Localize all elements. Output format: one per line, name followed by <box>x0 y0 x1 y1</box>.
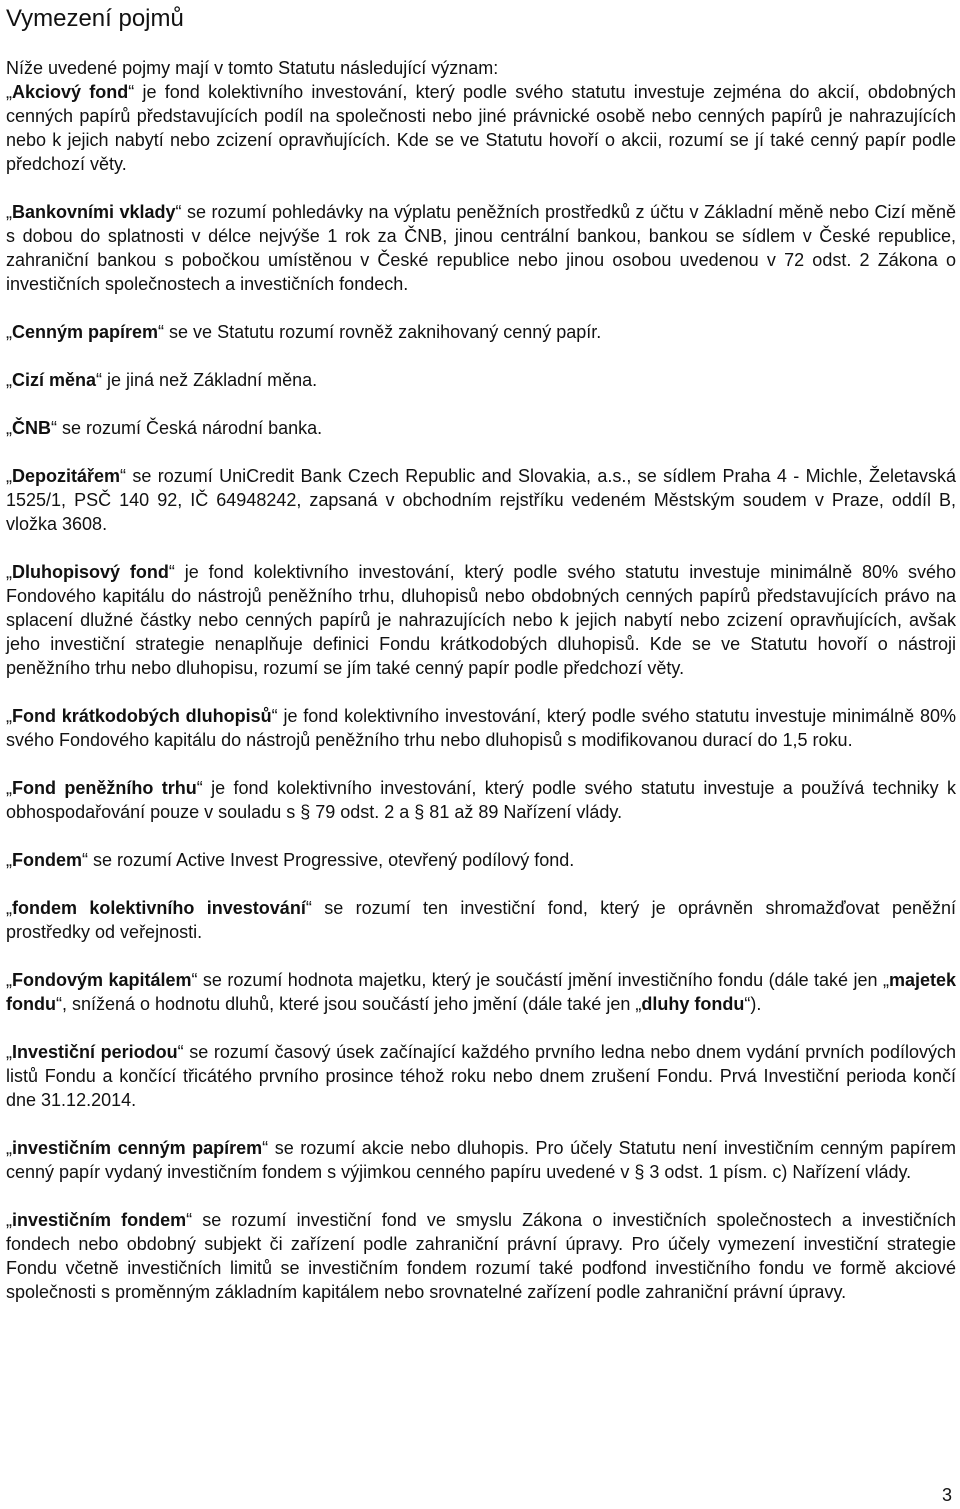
defined-term: Fond krátkodobých dluhopisů <box>12 706 272 726</box>
definition-paragraph <box>6 416 956 440</box>
definition-text: „ <box>6 898 12 918</box>
definition-paragraph <box>6 896 956 944</box>
defined-term: Investiční periodou <box>12 1042 178 1062</box>
definition-text: “ se rozumí pohledávky na výplatu peněžních prostředků z účtu v Základní měně nebo Cizí měně s dobou do splatnosti v délce nejvýše 1 rok za ČNB, jinou centrální bankou, bankou se sídlem v České republice, zahraniční bankou s pobočkou umístěnou v České republice nebo jinou osobou uvedenou v 72 odst. 2 Zákona o investičních společnostech a investičních fondech. <box>6 202 956 294</box>
defined-term: Depozitářem <box>12 466 121 486</box>
defined-term: dluhy fondu <box>641 994 745 1014</box>
definition-text: “ se rozumí UniCredit Bank Czech Republic and Slovakia, a.s., se sídlem Praha 4 - Michle, Želetavská 1525/1, PSČ 140 92, IČ 64948242, zapsaná v obchodním rejstříku vedeném Městským soudem v Praze, oddíl B, vložka 3608. <box>6 466 956 534</box>
definition-text: “, snížená o hodnotu dluhů, které jsou součástí jeho jmění (dále také jen „ <box>55 994 642 1014</box>
definition-text: „ <box>6 418 12 438</box>
definition-text: “ se rozumí investiční fond ve smyslu Zákona o investičních společnostech a investičních fondech nebo obdobný subjekt či zařízení podle zahraniční právní úpravy. Pro účely vymezení investiční strategie Fondu včetně investičních limitů se investičním fondem rozumí také podfond investičního fondu ve formě akciové společnosti s proměnným základním kapitálem nebo srovnatelné zařízení podle zahraniční právní úpravy. <box>6 1210 957 1302</box>
definition-text: „ <box>6 970 12 990</box>
defined-term: Fond peněžního trhu <box>12 778 197 798</box>
definition-paragraph <box>6 200 956 296</box>
document-page <box>6 0 956 1328</box>
definition-text: “ se rozumí hodnota majetku, který je součástí jmění investičního fondu (dále také jen „ <box>191 970 889 990</box>
defined-term: Cenným papírem <box>12 322 159 342</box>
page-number: 3 <box>941 1485 952 1505</box>
definition-text: „ <box>6 562 12 582</box>
definition-text: “ je fond kolektivního investování, který podle svého statutu investuje zejména do akcií, obdobných cenných papírů představujících podíl na společnosti nebo jiné právnické osobě nebo cenných papírů je nahrazujících nebo k jejich nabytí nebo zcizení opravňujících. Kde se ve Statutu hovoří o akcii, rozumí se jí také cenný papír podle předchozí věty. <box>6 82 956 174</box>
definition-paragraph <box>6 848 956 872</box>
defined-term: fondem kolektivního investování <box>12 898 306 918</box>
definition-paragraph <box>6 1208 956 1304</box>
definition-text: “ se rozumí ten investiční fond, který je oprávněn shromažďovat peněžní prostředky od veřejnosti. <box>6 898 956 942</box>
defined-term: Dluhopisový fond <box>12 562 169 582</box>
intro-text: Níže uvedené pojmy mají v tomto Statutu následující význam: <box>6 58 499 78</box>
definition-paragraph <box>6 368 956 392</box>
definition-text: “ je fond kolektivního investování, který podle svého statutu investuje a používá techniky k obhospodařování pouze v souladu s § 79 odst. 2 a § 81 až 89 Nařízení vlády. <box>6 778 956 822</box>
defined-term: Fondovým kapitálem <box>12 970 192 990</box>
definition-text: „ <box>6 706 12 726</box>
definition-text: „ <box>6 778 12 798</box>
definition-text: “ se rozumí akcie nebo dluhopis. Pro účely Statutu není investičním cenným papírem cenný papír vydaný investičním fondem s výjimkou cenného papíru uvedené v § 3 odst. 1 písm. c) Nařízení vlády. <box>6 1138 956 1182</box>
definition-paragraph <box>6 560 956 680</box>
defined-term: Fondem <box>12 850 82 870</box>
definition-text: “ se rozumí Active Invest Progressive, otevřený podílový fond. <box>82 850 575 870</box>
definition-paragraph <box>6 80 956 176</box>
definition-text: „ <box>6 1042 12 1062</box>
defined-term: investičním cenným papírem <box>12 1138 263 1158</box>
definition-text: „ <box>6 370 12 390</box>
definition-text: „ <box>6 202 12 222</box>
definition-text: “ je fond kolektivního investování, který podle svého statutu investuje minimálně 80% svého Fondového kapitálu do nástrojů peněžního trhu, dluhopisů nebo obdobných cenných papírů představujících právo na splacení dlužné částky nebo cenných papírů je nahrazujících nebo k jejich nabytí nebo zcizení opravňujících, avšak jeho investiční strategie nenaplňuje definici Fondu krátkodobých dluhopisů. Kde se ve Statutu hovoří o nástroji peněžního trhu nebo dluhopisu, rozumí se jím také cenný papír podle předchozí věty. <box>6 562 956 678</box>
defined-term: investičním fondem <box>12 1210 187 1230</box>
definition-text: “ je jiná než Základní měna. <box>96 370 318 390</box>
definition-text: „ <box>6 82 12 102</box>
definition-paragraph <box>6 464 956 536</box>
definition-text: “ se rozumí časový úsek začínající každého prvního ledna nebo dnem vydání prvních podílových listů Fondu a končící třicátého prvního prosince téhož roku nebo dnem zrušení Fondu. Prvá Investiční perioda končí dne 31.12.2014. <box>6 1042 956 1110</box>
defined-term: Bankovními vklady <box>12 202 176 222</box>
definition-text: “). <box>744 994 762 1014</box>
defined-term: Akciový fond <box>12 82 129 102</box>
definition-text: „ <box>6 1210 12 1230</box>
definition-text: „ <box>6 322 12 342</box>
page-title: Vymezení pojmů <box>6 5 184 32</box>
definition-paragraph <box>6 704 956 752</box>
definition-text: “ se ve Statutu rozumí rovněž zaknihovaný cenný papír. <box>158 322 602 342</box>
definition-text: „ <box>6 850 12 870</box>
definitions-list <box>6 80 956 1304</box>
defined-term: Cizí měna <box>12 370 97 390</box>
definition-text: „ <box>6 1138 12 1158</box>
definition-paragraph <box>6 1136 956 1184</box>
definition-text: “ je fond kolektivního investování, který podle svého statutu investuje minimálně 80% svého Fondového kapitálu do nástrojů peněžního trhu nebo dluhopisů s modifikovanou durací do 1,5 roku. <box>6 706 957 750</box>
definition-text: „ <box>6 466 12 486</box>
defined-term: ČNB <box>12 418 51 438</box>
definition-paragraph <box>6 1040 956 1112</box>
defined-term: majetek fondu <box>6 970 956 1014</box>
definition-paragraph <box>6 320 956 344</box>
definition-text: “ se rozumí Česká národní banka. <box>51 418 323 438</box>
definition-paragraph <box>6 776 956 824</box>
definition-paragraph <box>6 968 956 1016</box>
